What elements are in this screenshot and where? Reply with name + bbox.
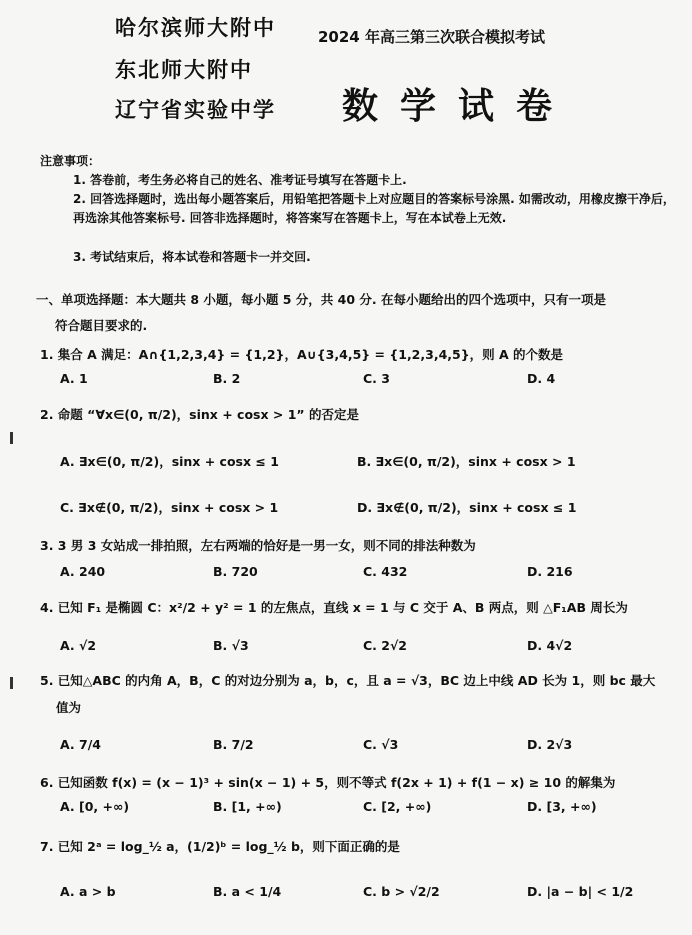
question-2-option-d: D. ∃x∉(0, π/2)，sinx + cosx ≤ 1: [357, 500, 577, 515]
question-5-option-c: C. √3: [363, 737, 399, 752]
school-name-2: 东北师大附中: [115, 58, 253, 82]
question-1-stem: 1. 集合 A 满足：A∩{1,2,3,4} = {1,2}，A∪{3,4,5} = {1,2,3,4,5}，则 A 的个数是: [40, 347, 563, 362]
question-7-option-c: C. b > √2/2: [363, 884, 440, 899]
question-5-option-d: D. 2√3: [527, 737, 573, 752]
exam-title: 2024 年高三第三次联合模拟考试: [318, 28, 545, 46]
question-4-stem: 4. 已知 F₁ 是椭圆 C：x²/2 + y² = 1 的左焦点，直线 x = 1 与 C 交于 A、B 两点，则 △F₁AB 周长为: [40, 600, 628, 615]
question-5-stem: 5. 已知△ABC 的内角 A，B，C 的对边分别为 a，b，c，且 a = √3，BC 边上中线 AD 长为 1，则 bc 最大: [40, 673, 656, 688]
section-heading-cont: 符合题目要求的.: [55, 318, 148, 333]
question-1-option-a: A. 1: [60, 371, 88, 386]
question-5-option-a: A. 7/4: [60, 737, 101, 752]
school-name-1: 哈尔滨师大附中: [115, 16, 276, 40]
question-3-option-c: C. 432: [363, 564, 408, 579]
question-6-option-d: D. [3, +∞): [527, 799, 597, 814]
notice-item-1: 1. 答卷前，考生务必将自己的姓名、准考证号填写在答题卡上.: [73, 173, 407, 187]
question-6-option-c: C. [2, +∞): [363, 799, 432, 814]
question-7-option-d: D. |a − b| < 1/2: [527, 884, 634, 899]
question-1-option-b: B. 2: [213, 371, 241, 386]
question-3-option-d: D. 216: [527, 564, 573, 579]
question-4-option-c: C. 2√2: [363, 638, 408, 653]
question-4-option-b: B. √3: [213, 638, 249, 653]
section-heading: 一、单项选择题：本大题共 8 小题，每小题 5 分，共 40 分. 在每小题给出的四个选项中，只有一项是: [36, 292, 607, 307]
question-1-option-d: D. 4: [527, 371, 556, 386]
question-2-option-b: B. ∃x∈(0, π/2)，sinx + cosx > 1: [357, 454, 576, 469]
scan-mark: [10, 677, 13, 689]
question-3-option-a: A. 240: [60, 564, 106, 579]
question-7-option-a: A. a > b: [60, 884, 116, 899]
school-name-3: 辽宁省实验中学: [115, 98, 276, 122]
question-3-stem: 3. 3 男 3 女站成一排拍照，左右两端的恰好是一男一女，则不同的排法种数为: [40, 538, 476, 553]
question-5-stem-cont: 值为: [56, 700, 82, 715]
question-6-stem: 6. 已知函数 f(x) = (x − 1)³ + sin(x − 1) + 5，则不等式 f(2x + 1) + f(1 − x) ≥ 10 的解集为: [40, 775, 616, 790]
question-1-option-c: C. 3: [363, 371, 390, 386]
question-6-option-a: A. [0, +∞): [60, 799, 130, 814]
subject-title: 数学试卷: [342, 85, 575, 127]
question-3-option-b: B. 720: [213, 564, 258, 579]
question-2-stem: 2. 命题 “∀x∈(0, π/2)，sinx + cosx > 1” 的否定是: [40, 407, 359, 422]
question-4-option-a: A. √2: [60, 638, 97, 653]
question-2-option-c: C. ∃x∉(0, π/2)，sinx + cosx > 1: [60, 500, 279, 515]
question-7-stem: 7. 已知 2ᵃ = log_½ a，(1/2)ᵇ = log_½ b，则下面正确的是: [40, 839, 400, 854]
notice-item-3: 3. 考试结束后，将本试卷和答题卡一并交回.: [73, 250, 311, 264]
scan-mark: [10, 432, 13, 444]
question-2-option-a: A. ∃x∈(0, π/2)，sinx + cosx ≤ 1: [60, 454, 279, 469]
question-5-option-b: B. 7/2: [213, 737, 254, 752]
question-4-option-d: D. 4√2: [527, 638, 573, 653]
question-7-option-b: B. a < 1/4: [213, 884, 282, 899]
notice-item-2: 2. 回答选择题时，选出每小题答案后，用铅笔把答题卡上对应题目的答案标号涂黑. 如需改动，用橡皮擦干净后，再选涂其他答案标号. 回答非选择题时，将答案写在答题卡上，写在本试卷上无效.: [73, 192, 675, 225]
notice-heading: 注意事项：: [40, 154, 101, 168]
question-6-option-b: B. [1, +∞): [213, 799, 282, 814]
